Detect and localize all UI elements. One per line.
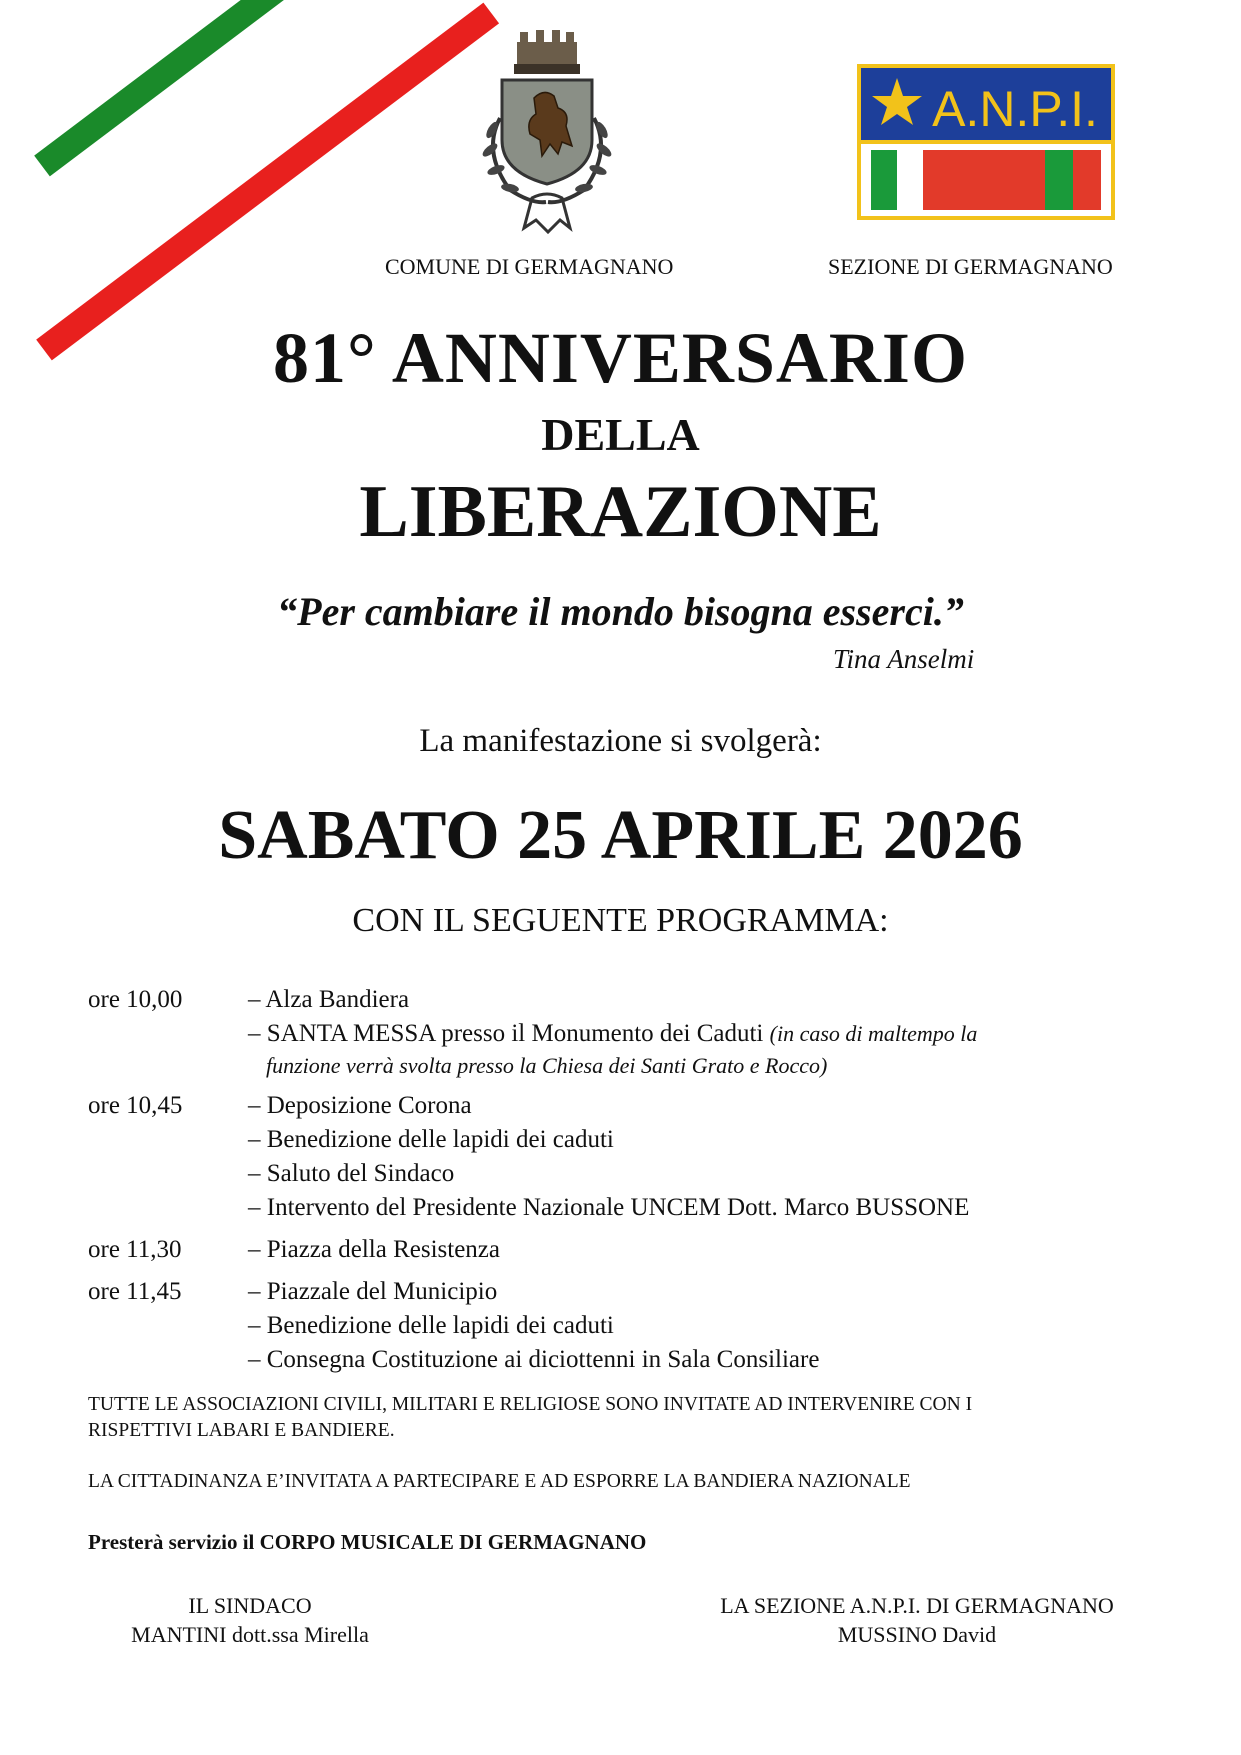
citizens-notice: LA CITTADINANZA E’INVITATA A PARTECIPARE E AD ESPORRE LA BANDIERA NAZIONALE bbox=[88, 1471, 911, 1492]
schedule-item: – Benedizione delle lapidi dei caduti bbox=[248, 1312, 614, 1339]
signature-mayor-name: MANTINI dott.ssa Mirella bbox=[131, 1622, 369, 1647]
comune-caption: COMUNE DI GERMAGNANO bbox=[385, 254, 674, 279]
music-notice: Presterà servizio il CORPO MUSICALE DI GERMAGNANO bbox=[88, 1530, 647, 1554]
schedule-slot bbox=[88, 1089, 1168, 1225]
comune-crest-icon bbox=[462, 22, 632, 242]
signature-anpi-name: MUSSINO David bbox=[837, 1622, 997, 1647]
schedule-item: – Piazza della Resistenza bbox=[248, 1236, 500, 1263]
program-heading: CON IL SEGUENTE PROGRAMMA: bbox=[352, 902, 889, 939]
schedule-item bbox=[248, 1017, 1168, 1051]
slot-time: ore 10,00 bbox=[88, 986, 183, 1013]
associations-notice-line2: RISPETTIVI LABARI E BANDIERE. bbox=[88, 1420, 395, 1441]
associations-notice-line1: TUTTE LE ASSOCIAZIONI CIVILI, MILITARI E RELIGIOSE SONO INVITATE AD INTERVENIRE CON I bbox=[88, 1394, 973, 1415]
schedule-item: – Deposizione Corona bbox=[248, 1092, 472, 1119]
schedule-item: – Intervento del Presidente Nazionale UNCEM Dott. Marco BUSSONE bbox=[248, 1194, 970, 1221]
schedule-item: – Saluto del Sindaco bbox=[248, 1160, 455, 1187]
schedule-slot bbox=[88, 1275, 1168, 1377]
anpi-caption: SEZIONE DI GERMAGNANO bbox=[828, 254, 1113, 279]
signature-anpi-role: LA SEZIONE A.N.P.I. DI GERMAGNANO bbox=[720, 1593, 1114, 1618]
event-intro: La manifestazione si svolgerà: bbox=[419, 723, 822, 759]
associations-notice bbox=[88, 1392, 1168, 1444]
schedule-item-note: (in caso di maltempo la bbox=[769, 1021, 978, 1046]
title-della: DELLA bbox=[541, 409, 700, 460]
schedule-slot bbox=[88, 983, 1168, 1081]
title-anniversary: 81° ANNIVERSARIO bbox=[273, 318, 968, 398]
schedule-item: – Piazzale del Municipio bbox=[248, 1278, 498, 1305]
schedule-item-text: – SANTA MESSA presso il Monumento dei Caduti bbox=[248, 1020, 764, 1047]
title-liberazione: LIBERAZIONE bbox=[359, 471, 882, 553]
signature-mayor bbox=[100, 1591, 400, 1649]
schedule bbox=[88, 983, 1168, 1385]
event-date: SABATO 25 APRILE 2026 bbox=[218, 797, 1023, 874]
slot-time: ore 11,45 bbox=[88, 1278, 182, 1305]
slot-time: ore 11,30 bbox=[88, 1236, 182, 1263]
schedule-item: – Consegna Costituzione ai diciottenni in Sala Consiliare bbox=[248, 1346, 820, 1373]
schedule-slot bbox=[88, 1233, 1168, 1267]
slot-time: ore 10,45 bbox=[88, 1092, 183, 1119]
anpi-logo bbox=[857, 64, 1115, 220]
signature-mayor-role: IL SINDACO bbox=[188, 1593, 312, 1618]
schedule-item: – Benedizione delle lapidi dei caduti bbox=[248, 1126, 614, 1153]
signature-anpi bbox=[686, 1591, 1148, 1649]
anpi-logo-text: A.N.P.I. bbox=[932, 81, 1098, 137]
schedule-item: – Alza Bandiera bbox=[248, 986, 410, 1013]
quote-author: Tina Anselmi bbox=[833, 644, 975, 674]
quote-text: “Per cambiare il mondo bisogna esserci.” bbox=[277, 589, 964, 634]
schedule-item-note-continued: funzione verrà svolta presso la Chiesa dei Santi Grato e Rocco) bbox=[266, 1053, 828, 1078]
